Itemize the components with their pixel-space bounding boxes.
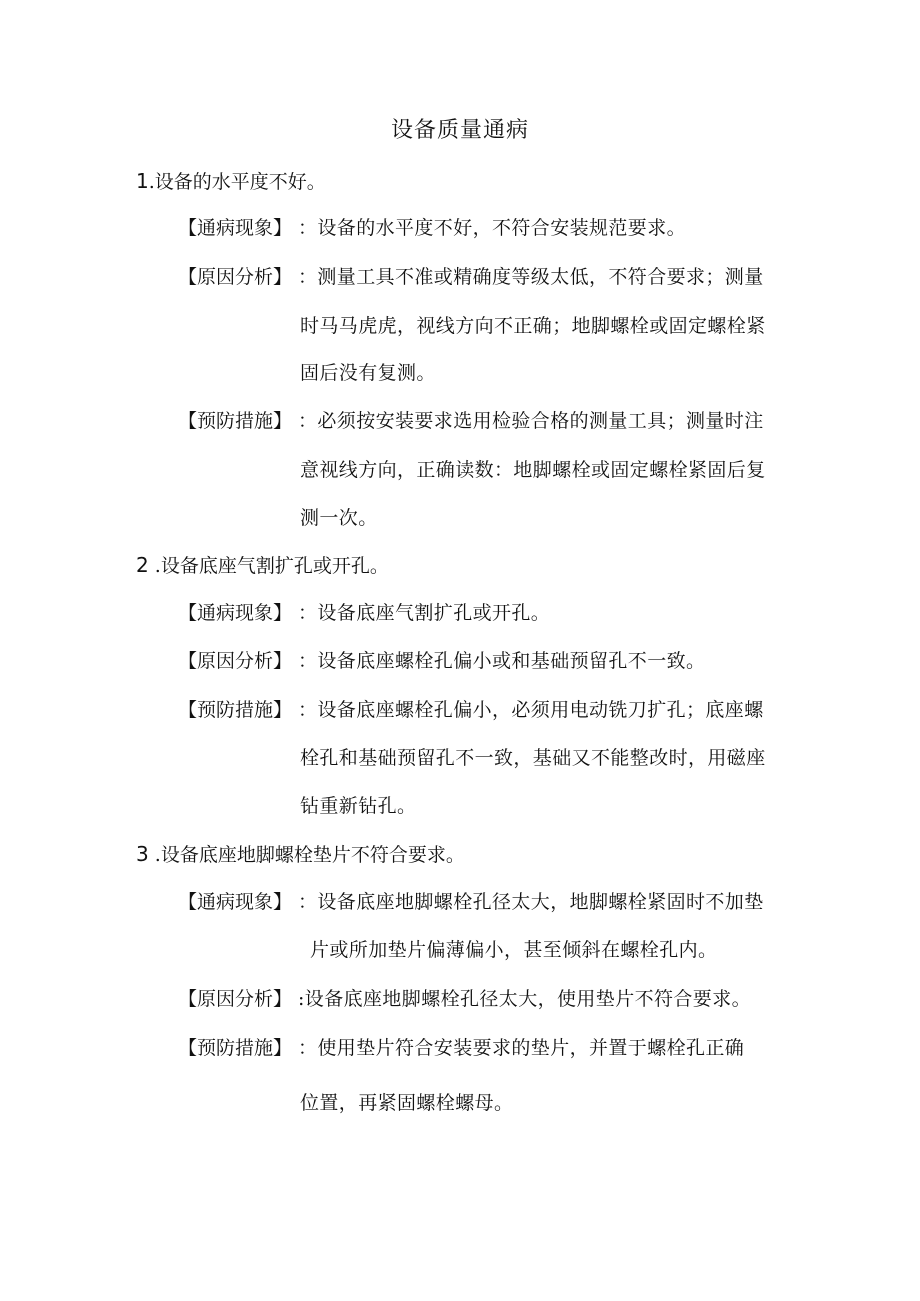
- entry-label: 【预防措施】: [178, 699, 293, 721]
- entry-line: 意视线方向，正确读数：地脚螺栓或固定螺栓紧固后复: [300, 459, 766, 481]
- section-heading-text: .设备的水平度不好。: [148, 171, 326, 193]
- section-heading-text: .设备底座气割扩孔或开孔。: [148, 555, 389, 577]
- entry-line: ：设备的水平度不好，不符合安装规范要求。: [298, 217, 687, 239]
- entry-line: ：设备底座地脚螺栓孔径太大，地脚螺栓紧固时不加垫: [298, 891, 764, 913]
- section-heading-3: [136, 839, 465, 870]
- entry-label: 【原因分析】: [178, 650, 293, 672]
- section-heading-1: [136, 166, 326, 197]
- section-heading-2: [136, 550, 389, 581]
- entry-label: 【预防措施】: [178, 1037, 293, 1059]
- section-heading-text: .设备底座地脚螺栓垫片不符合要求。: [148, 844, 465, 866]
- entry-line: ：测量工具不准或精确度等级太低，不符合要求；测量: [298, 266, 764, 288]
- entry-line: :设备底座地脚螺栓孔径太大，使用垫片不符合要求。: [298, 988, 752, 1010]
- entry-line: 测一次。: [300, 507, 378, 529]
- document-title: 设备质量通病: [390, 118, 529, 143]
- entry-label: 【原因分析】: [178, 266, 293, 288]
- entry-line: 片或所加垫片偏薄偏小，甚至倾斜在螺栓孔内。: [310, 939, 718, 961]
- entry-line: ：设备底座气割扩孔或开孔。: [298, 602, 551, 624]
- entry-line: ：设备底座螺栓孔偏小，必须用电动铣刀扩孔；底座螺: [298, 699, 764, 721]
- section-number: 3: [136, 842, 149, 866]
- entry-label: 【原因分析】: [178, 988, 293, 1010]
- entry-line: ：必须按安装要求选用检验合格的测量工具；测量时注: [298, 410, 764, 432]
- entry-line: 固后没有复测。: [300, 362, 436, 384]
- section-number: 2: [136, 553, 149, 577]
- entry-label: 【预防措施】: [178, 410, 293, 432]
- entry-label: 【通病现象】: [178, 602, 293, 624]
- entry-label: 【通病现象】: [178, 891, 293, 913]
- entry-line: 位置，再紧固螺栓螺母。: [300, 1092, 514, 1114]
- entry-line: 栓孔和基础预留孔不一致，基础又不能整改时，用磁座: [300, 747, 766, 769]
- entry-line: ：设备底座螺栓孔偏小或和基础预留孔不一致。: [298, 650, 706, 672]
- section-number: 1: [136, 169, 149, 193]
- entry-line: ：使用垫片符合安装要求的垫片，并置于螺栓孔正确: [298, 1037, 745, 1059]
- entry-line: 钻重新钻孔。: [300, 795, 417, 817]
- entry-line: 时马马虎虎，视线方向不正确；地脚螺栓或固定螺栓紧: [300, 315, 766, 337]
- entry-label: 【通病现象】: [178, 217, 293, 239]
